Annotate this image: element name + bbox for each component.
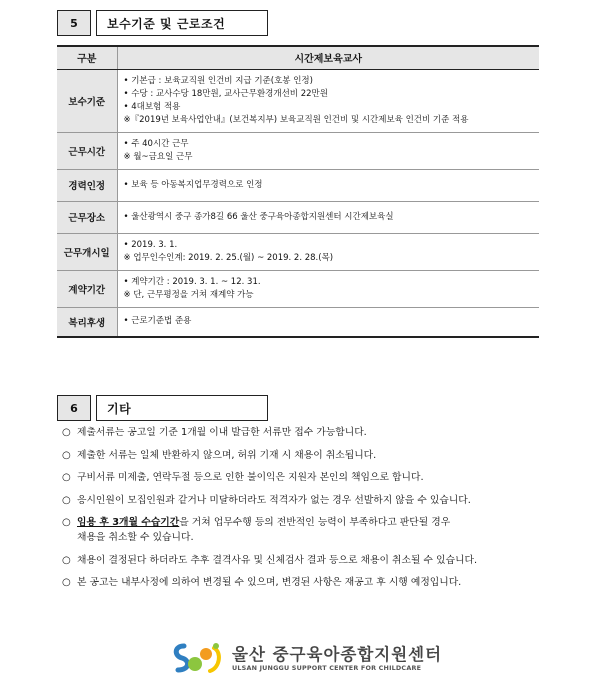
row-label: 복리후생 [57,307,117,337]
list-item [62,425,542,440]
note-text: 채용이 결정된다 하더라도 추후 결격사유 및 신체검사 결과 등으로 채용이 취소될 수 있습니다. [77,554,478,566]
note-text: 구비서류 미제출, 연락두절 등으로 인한 불이익은 지원자 본인의 책임으로 합니다. [77,472,424,483]
row-value [117,233,539,270]
row-label: 근무시간 [57,132,117,169]
list-item [62,493,542,508]
row-line: • 보육 등 아동복지업무경력으로 인정 [123,179,263,190]
row-label: 근무개시일 [57,233,117,270]
row-line: • 계약기간 : 2019. 3. 1. ~ 12. 31. [123,276,261,287]
row-label: 계약기간 [57,270,117,307]
row-line: • 울산광역시 중구 종가8길 66 울산 중구육아종합지원센터 시간제보육실 [123,211,394,222]
table-row-start-date [57,233,539,270]
probation-text: 을 거쳐 업무수행 등의 전반적인 능력이 부족하다고 판단될 경우 [179,517,451,528]
column-header-position: 시간제보육교사 [117,46,539,69]
probation-emphasis: 임용 후 3개월 수습기간 [77,517,180,528]
circle-bullet: ○ [62,472,71,483]
table-header-row [57,46,539,69]
list-item [62,448,542,463]
circle-bullet: ○ [62,517,71,528]
row-value [117,270,539,307]
note-text: 본 공고는 내부사정에 의하여 변경될 수 있으며, 변경된 사항은 재공고 후 시행 예정입니다. [77,577,462,588]
row-line: • 수당 : 교사수당 18만원, 교사근무환경개선비 22만원 [123,88,328,99]
circle-bullet: ○ [62,554,71,566]
list-item [62,575,542,590]
row-line: • 4대보험 적용 [123,101,181,112]
table-row-hours [57,132,539,169]
circle-bullet: ○ [62,494,71,506]
table-row-contract [57,270,539,307]
table-row-salary [57,69,539,132]
list-item-probation [62,515,542,545]
column-header-category: 구분 [57,46,117,69]
section-5-header [57,10,268,36]
row-value [117,307,539,337]
note-text [77,515,542,545]
section-title: 기타 [96,395,268,421]
row-value [117,132,539,169]
row-value [117,69,539,132]
circle-bullet: ○ [62,449,71,461]
row-line: • 근로기준법 준용 [123,316,192,327]
note-text: 제출서류는 공고일 기준 1개월 이내 발급한 서류만 접수 가능합니다. [77,427,367,438]
row-label: 보수기준 [57,69,117,132]
row-label: 경력인정 [57,169,117,201]
row-line: ※ 단, 근무평정을 거쳐 재계약 가능 [123,289,254,300]
row-value [117,169,539,201]
note-text: 제출한 서류는 일체 반환하지 않으며, 허위 기재 시 채용이 취소됩니다. [77,449,377,461]
row-line: ※『2019년 보육사업안내』(보건복지부) 보육교직원 인건비 및 시간제보육 인건비 기준 적용 [123,114,469,125]
circle-bullet: ○ [62,427,71,438]
row-label: 근무장소 [57,201,117,233]
list-item [62,553,542,568]
note-text: 응시인원이 모집인원과 같거나 미달하더라도 적격자가 없는 경우 선발하지 않을 수 있습니다. [77,494,471,506]
table-row-welfare [57,307,539,337]
table-row-experience [57,169,539,201]
row-value [117,201,539,233]
row-line: • 주 40시간 근무 [123,138,189,149]
notes-list [62,425,542,598]
row-line: ※ 업무인수인계: 2019. 2. 25.(월) ~ 2019. 2. 28.(목) [123,252,334,263]
work-conditions-table [57,45,539,338]
table-row-workplace [57,201,539,233]
section-title: 보수기준 및 근로조건 [96,10,268,36]
childcare-center-logo-icon [170,640,226,676]
list-item [62,470,542,485]
section-number: 6 [57,395,91,421]
circle-bullet: ○ [62,577,71,588]
center-logo [170,638,443,678]
row-line: • 기본급 : 보육교직원 인건비 지급 기준(호봉 인정) [123,75,313,86]
section-6-header [57,395,268,421]
center-name-korean: 울산 중구육아종합지원센터 [232,644,443,664]
row-line: • 2019. 3. 1. [123,239,178,250]
section-number: 5 [57,10,91,36]
row-line: ※ 월~금요일 근무 [123,151,193,162]
probation-text-line2: 채용을 취소할 수 있습니다. [77,532,194,543]
center-name-english: ULSAN JUNGGU SUPPORT CENTER FOR CHILDCARE [232,663,422,672]
